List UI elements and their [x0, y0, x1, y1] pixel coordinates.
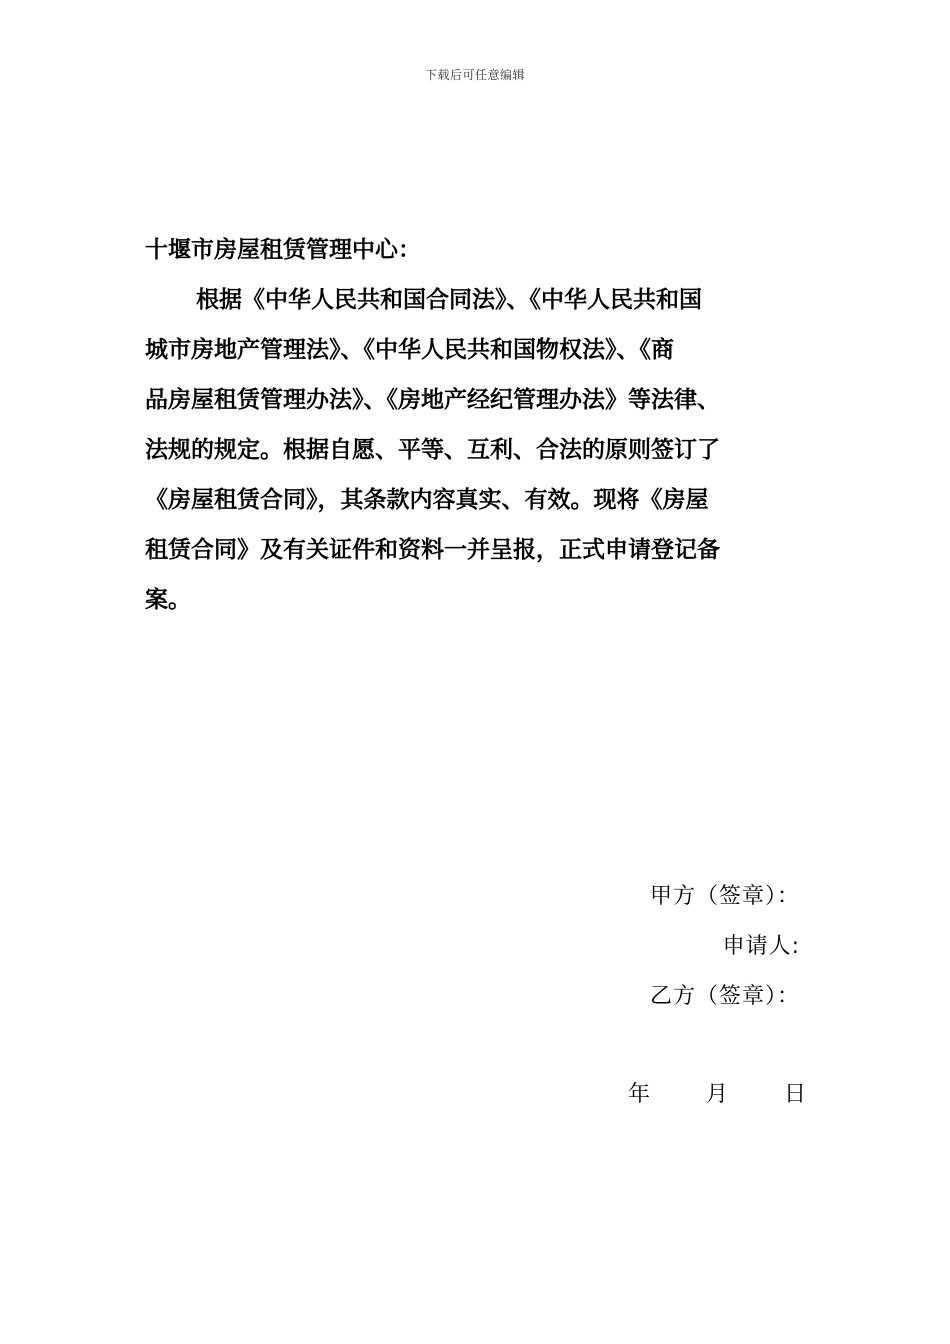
applicant-label: 申请人:	[722, 934, 800, 959]
body-line: 城市房地产管理法》、《中华人民共和国物权法》、《商	[145, 337, 674, 363]
party-b-signature-label: 乙方（签章）：	[649, 984, 800, 1009]
date-year-label: 年	[628, 1082, 651, 1107]
body-line: 品房屋租赁管理办法》、《房地产经纪管理办法》等法律、	[145, 387, 720, 413]
body-line: 法规的规定。根据自愿、平等、互利、合法的原则签订了	[145, 437, 720, 463]
party-a-signature-label: 甲方（签章）：	[649, 884, 800, 909]
body-line: 《房屋租赁合同》，其条款内容真实、有效。现将《房屋	[145, 487, 709, 513]
date-month-label: 月	[706, 1082, 729, 1107]
body-line: 根据《中华人民共和国合同法》、《中华人民共和国	[196, 287, 702, 313]
body-line: 案。	[145, 587, 191, 613]
date-row	[628, 1080, 808, 1110]
header-note: 下载后可任意编辑	[424, 68, 525, 82]
body-paragraph	[145, 282, 825, 632]
date-day-label: 日	[784, 1082, 807, 1107]
addressee: 十堰市房屋租赁管理中心：	[145, 237, 421, 263]
body-line: 租赁合同》及有关证件和资料一并呈报，正式申请登记备	[145, 537, 720, 563]
